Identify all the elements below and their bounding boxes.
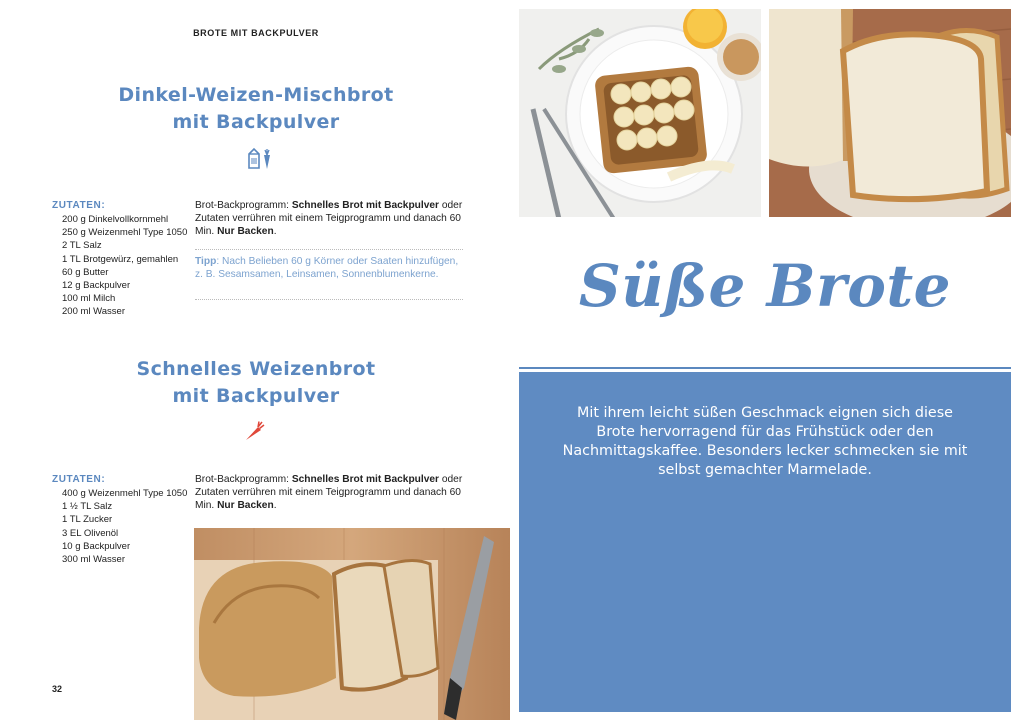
instruction-text: oder Zutaten verrühren mit einem Teigprogramm und danach 60 Min.: [195, 200, 463, 237]
ingredient-item: 12 g Backpulver: [62, 280, 131, 292]
recipe-2-title-line-2: mit Backpulver: [172, 385, 340, 407]
ingredient-item: 250 g Weizenmehl Type 1050: [62, 227, 188, 239]
ingredient-item: 1 ½ TL Salz: [62, 501, 113, 513]
recipe-1-title: [0, 82, 512, 136]
recipe-1-title-line-2: mit Backpulver: [172, 111, 340, 133]
tip-label: Tipp: [195, 256, 217, 267]
section-intro-text: Mit ihrem leicht süßen Geschmack eignen sich diese Brote hervorragend für das Frühstück oder den Nachmittagskaffee. Besonders lecker schmecken sie mit selbst gemachter Marmelade.: [562, 405, 968, 478]
white-bread-slices-photo: [769, 9, 1011, 217]
instruction-period: .: [273, 499, 277, 511]
section-title: Süße Brote: [578, 252, 952, 320]
bread-loaf-photo: [194, 528, 510, 720]
instruction-period: .: [273, 225, 277, 237]
recipe-2-instructions: [195, 474, 463, 512]
peanut-butter-toast-photo: [519, 9, 761, 217]
recipe-2-title: [0, 356, 512, 410]
ingredient-item: 1 TL Zucker: [62, 514, 113, 526]
program-label: Brot-Backprogramm:: [195, 474, 292, 485]
ingredient-item: 400 g Weizenmehl Type 1050: [62, 488, 188, 499]
program-label: Brot-Backprogramm:: [195, 200, 292, 211]
tip-text: : Nach Belieben 60 g Körner oder Saaten hinzufügen, z. B. Sesamsamen, Leinsamen, Sonnenblumenkerne.: [195, 256, 459, 280]
ingredient-item: 60 g Butter: [62, 266, 109, 278]
instruction-text: oder Zutaten verrühren mit einem Teigprogramm und danach 60 Min.: [195, 474, 463, 511]
ingredient-item: 300 ml Wasser: [62, 554, 125, 566]
page-number: 32: [52, 684, 63, 694]
ingredient-item: 100 ml Milch: [62, 293, 116, 305]
recipe-1-ingredients-list: [62, 213, 187, 319]
ingredient-item: 200 ml Wasser: [62, 306, 125, 318]
instruction-end: Nur Backen: [217, 225, 274, 237]
recipe-1-instructions: [195, 200, 463, 238]
running-head: BROTE MIT BACKPULVER: [193, 28, 319, 38]
ingredient-item: 2 TL Salz: [62, 240, 102, 252]
recipe-1-title-line-1: Dinkel-Weizen-Mischbrot: [118, 84, 394, 106]
recipe-2-ingredients-label: ZUTATEN:: [52, 474, 106, 485]
program-name: Schnelles Brot mit Backpulver: [291, 474, 440, 485]
ingredient-item: 10 g Backpulver: [62, 540, 131, 552]
recipe-2-title-line-1: Schnelles Weizenbrot: [136, 358, 376, 380]
instruction-end: Nur Backen: [217, 499, 274, 511]
recipe-1-ingredients-label: ZUTATEN:: [52, 200, 106, 211]
carrot-icon: [243, 419, 267, 443]
section-divider: [519, 367, 1011, 369]
recipe-2-ingredients-list: [62, 487, 187, 566]
milk-carton-carrot-icon: [246, 146, 274, 170]
ingredient-item: 200 g Dinkelvollkornmehl: [62, 214, 169, 225]
recipe-1-tip: [195, 249, 463, 300]
program-name: Schnelles Brot mit Backpulver: [291, 200, 440, 211]
ingredient-item: 1 TL Brotgewürz, gemahlen: [62, 253, 179, 265]
ingredient-item: 3 EL Olivenöl: [62, 527, 119, 539]
